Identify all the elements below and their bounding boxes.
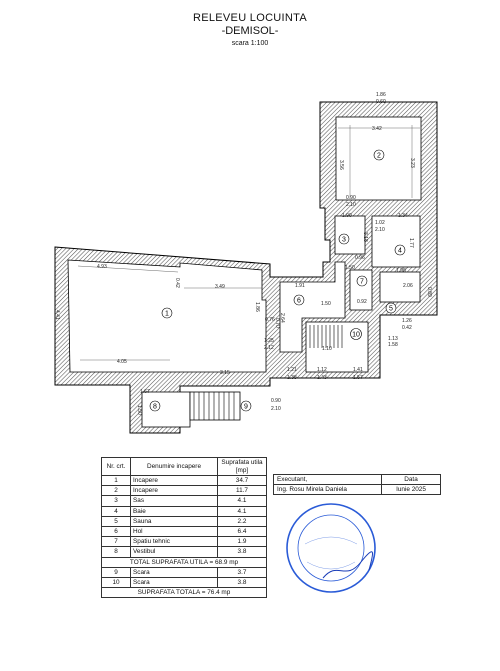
dim-label: 3.42 [372, 126, 382, 132]
dim-label: 1.43 [317, 375, 327, 381]
room-marker-2 [374, 150, 384, 160]
cell-area: 3.8 [218, 578, 267, 588]
cell-area: 2.2 [218, 516, 267, 526]
dim-label: 0.42 [174, 278, 180, 288]
total-row [102, 588, 267, 598]
room-marker-8 [150, 401, 160, 411]
cell-area: 34.7 [218, 476, 267, 486]
cell-name: Sauna [131, 516, 218, 526]
cell-area: 3.8 [218, 547, 267, 557]
cell-nr: 10 [102, 578, 131, 588]
drawing-scale: scara 1:100 [231, 40, 269, 47]
cell-nr: 8 [102, 547, 131, 557]
svg-text:6: 6 [297, 297, 301, 305]
col-header-nr: Nr. crt. [102, 458, 131, 476]
dim-label: 3.18 [362, 232, 368, 242]
dim-label: 1.50 [136, 405, 142, 415]
cell-nr: 3 [102, 496, 131, 506]
cell-name: Baie [131, 506, 218, 516]
date-value: Iunie 2025 [382, 485, 441, 495]
dim-label: 1.13 [388, 336, 398, 342]
cell-name: Vestibul [131, 547, 218, 557]
cell-nr: 4 [102, 506, 131, 516]
svg-text:10: 10 [352, 331, 360, 339]
dim-label: 3.23 [409, 158, 415, 168]
svg-text:5: 5 [389, 305, 393, 313]
dim-label: 3.15 [220, 370, 230, 376]
cell-name: Sas [131, 496, 218, 506]
dim-label: 1.90 [342, 213, 352, 219]
dim-label: 1.41 [353, 367, 363, 373]
cell-name: Hol [131, 527, 218, 537]
cell-area: 1.9 [218, 537, 267, 547]
dim-label: 3.56 [338, 160, 344, 170]
dim-label: 4.41 [54, 310, 60, 320]
signature [323, 552, 373, 578]
dim-label: 1.12 [317, 367, 327, 373]
svg-text:3: 3 [342, 236, 346, 244]
authorization-stamp [283, 500, 379, 596]
cell-nr: 9 [102, 567, 131, 577]
dim-label: 1.34 [398, 213, 408, 219]
drawing-subtitle: -DEMISOL- [221, 25, 279, 37]
dim-label: 1.38 [287, 375, 297, 381]
dim-label: 0.90 [271, 398, 281, 404]
room-marker-1 [162, 308, 172, 318]
dim-label: 4.05 [117, 359, 127, 365]
cell-nr: 6 [102, 527, 131, 537]
cell-name: Incapere [131, 486, 218, 496]
cell-name: Spatiu tehnic [131, 537, 218, 547]
total-util-row [102, 557, 267, 567]
table-row [102, 547, 267, 557]
dim-label: 0.90 [346, 195, 356, 201]
dim-label: 0.70 [274, 318, 280, 328]
dim-label: 1.10 [322, 346, 332, 352]
table-row [102, 578, 267, 588]
dim-label: 3.49 [215, 284, 225, 290]
table-row [102, 496, 267, 506]
dim-label: 1.50 [321, 301, 331, 307]
dim-label: 1.91 [295, 283, 305, 289]
dim-label: 2.10 [346, 202, 356, 208]
drawing-title: RELEVEU LOCUINTA [192, 12, 307, 24]
svg-text:8: 8 [153, 403, 157, 411]
svg-text:1: 1 [165, 310, 169, 318]
cell-area: 6.4 [218, 527, 267, 537]
room-marker-9 [241, 401, 251, 411]
cell-nr: 1 [102, 476, 131, 486]
dim-label: 1.26 [402, 318, 412, 324]
table-row [102, 567, 267, 577]
table-row [102, 527, 267, 537]
room-legend-table [101, 457, 267, 598]
executant-name: Ing. Rosu Mirela Daniela [274, 485, 382, 495]
cell-name: Scara [131, 567, 218, 577]
dim-label: 2.10 [375, 227, 385, 233]
svg-text:4: 4 [398, 247, 402, 255]
room-marker-7 [357, 276, 367, 286]
dim-label: 1.58 [388, 342, 398, 348]
dim-label: 1.57 [353, 375, 363, 381]
svg-text:9: 9 [244, 403, 248, 411]
cell-nr: 5 [102, 516, 131, 526]
cell-name: Incapere [131, 476, 218, 486]
dim-label: 0.76 [265, 317, 275, 323]
svg-text:2: 2 [377, 152, 381, 160]
room-marker-3 [339, 234, 349, 244]
dim-label: 0.42 [402, 325, 412, 331]
dim-label: 2.64 [279, 313, 285, 323]
executant-label: Executant, [274, 475, 382, 485]
cell-area: 4.1 [218, 496, 267, 506]
total-util-text: TOTAL SUPRAFATA UTILA = 68.9 mp [102, 557, 267, 567]
room-3-interior [335, 216, 365, 254]
room-marker-4 [395, 245, 405, 255]
room-marker-10 [351, 329, 362, 340]
table-row [102, 537, 267, 547]
room-5-interior [380, 272, 420, 302]
dim-label: 0.60 [376, 99, 386, 105]
table-row [102, 476, 267, 486]
room-marker-6 [294, 295, 304, 305]
table-row [102, 516, 267, 526]
dim-label: 2.12 [264, 345, 274, 351]
dim-label: 2.06 [403, 283, 413, 289]
col-header-name: Denumire incapere [131, 458, 218, 476]
dim-label: 0.89 [426, 287, 432, 297]
dim-label: 1.77 [408, 238, 414, 248]
total-text: SUPRAFATA TOTALA = 76.4 mp [102, 588, 267, 598]
cell-nr: 2 [102, 486, 131, 496]
room-9-interior [190, 392, 240, 420]
table-row [102, 506, 267, 516]
dim-label: 0.96 [355, 255, 365, 261]
cell-nr: 7 [102, 537, 131, 547]
room-marker-5 [386, 303, 396, 313]
col-header-area: Suprafata utila [mp] [218, 458, 267, 476]
svg-text:7: 7 [360, 278, 364, 286]
dim-label: 1.86 [376, 92, 386, 98]
dim-label: 1.50 [345, 265, 355, 271]
dim-label: 1.98 [396, 268, 406, 274]
cell-name: Scara [131, 578, 218, 588]
cell-area: 4.1 [218, 506, 267, 516]
executant-table [273, 474, 441, 495]
dim-label: 1.86 [254, 302, 260, 312]
dim-label: 0.92 [357, 299, 367, 305]
cell-area: 3.7 [218, 567, 267, 577]
dim-label: 1.21 [287, 367, 297, 373]
dim-label: 1.67 [140, 389, 150, 395]
dim-label: 4.93 [97, 264, 107, 270]
cell-area: 11.7 [218, 486, 267, 496]
dim-label: 1.25 [264, 338, 274, 344]
table-row [102, 486, 267, 496]
date-label: Data [382, 475, 441, 485]
dim-label: 2.10 [271, 406, 281, 412]
room-8-interior [142, 392, 190, 427]
dim-label: 1.02 [375, 220, 385, 226]
